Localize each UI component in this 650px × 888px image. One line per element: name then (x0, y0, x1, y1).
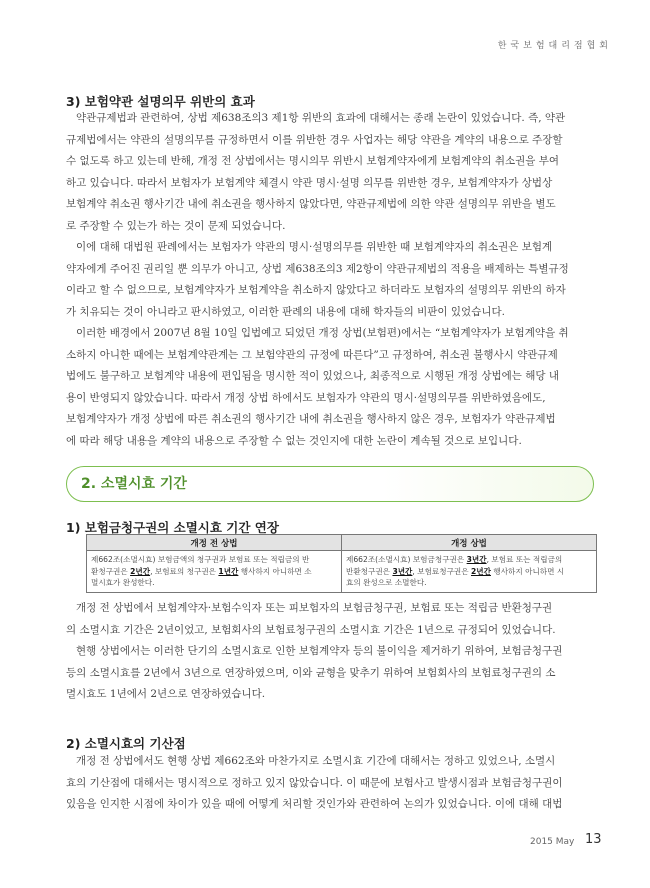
text-line: 현행 상법에서는 이러한 단기의 소멸시효로 인한 보험계약자 등의 불이익을 제거하기 위하여, 보험금청구권 (76, 645, 563, 657)
cell-line: 제662조(소멸시효) 보험금액의 청구권과 보험료 또는 적립금의 반 (91, 555, 310, 564)
text-line: 개정 전 상법에서 보험계약자·보험수익자 또는 피보험자의 보험금청구권, 보험료 또는 적립금 반환청구권 (76, 602, 553, 614)
text-line: 에 따라 해당 내용을 계약의 내용으로 주장할 수 없는 것인지에 대한 논란이 계속될 것으로 보입니다. (66, 434, 522, 447)
table-header-after: 개정 상법 (342, 535, 597, 551)
cell-text: 제662조(소멸시효) 보험금청구권은 (346, 555, 467, 564)
paragraph-disclosure-1 (66, 108, 596, 237)
text-line: 이라고 할 수 없으므로, 보험계약자가 보험계약을 취소하지 않았다고 하더라도 보험자의 설명의무 위반의 하자 (66, 284, 566, 296)
paragraph-claim-period-1 (66, 598, 596, 641)
section-heading-box (66, 466, 594, 502)
emphasized-term: 1년간 (218, 566, 239, 576)
paragraph-starting-point-1 (66, 751, 596, 816)
text-line: 법에도 불구하고 보험계약 내용에 편입됨을 명시한 적이 있었으나, 최종적으로 시행된 개정 상법에는 해당 내 (66, 370, 560, 382)
text-line: 이러한 배경에서 2007년 8월 10일 입법예고 되었던 개정 상법(보험편)에서는 “보험계약자가 보험계약을 취 (76, 327, 569, 339)
cell-line (91, 566, 337, 578)
emphasized-term: 2년간 (130, 566, 151, 576)
text-line: 이에 대해 대법원 판례에서는 보험자가 약관의 명시·설명의무를 위반한 때 보험계약자의 취소권은 보험계 (76, 241, 553, 253)
cell-line (346, 554, 592, 566)
text-line: 보험계약 취소권 행사기간 내에 취소권을 행사하지 않았다면, 약관규제법에 의한 약관 설명의무 위반을 별도 (66, 198, 556, 210)
text-line: 용이 반영되지 않았습니다. 따라서 개정 상법 하에서도 보험자가 약관의 명시·설명의무를 위반하였음에도, (66, 391, 546, 404)
table-row (87, 551, 597, 593)
text-line: 약자에게 주어진 권리일 뿐 의무가 아니고, 상법 제638조의3 제2항이 약관규제법의 적용을 배제하는 특별규정 (66, 262, 569, 275)
cell-line: 효의 완성으로 소멸한다. (346, 578, 427, 587)
text-line: 소하지 아니한 때에는 보험계약관계는 그 보험약관의 규정에 따른다”고 규정하여, 취소권 불행사시 약관규제 (66, 348, 558, 361)
text-line: 보험계약자가 개정 상법에 따른 취소권의 행사기간 내에 취소권을 행사하지 않은 경우, 보험자가 약관규제법 (66, 413, 556, 425)
cell-text: 행사하지 아니하면 소 (238, 566, 312, 576)
footer-date: 2015 May (530, 837, 575, 847)
text-line: 멸시효도 1년에서 2년으로 연장하였습니다. (66, 688, 266, 700)
comparison-table (86, 534, 597, 593)
table-cell-before (87, 551, 342, 593)
text-line: 약관규제법과 관련하여, 상법 제638조의3 제1항 위반의 효과에 대해서는 종래 논란이 있었습니다. 즉, 약관 (76, 112, 566, 124)
cell-text: , 보험료의 청구권은 (150, 566, 219, 576)
page-number: 13 (585, 832, 602, 847)
table-cell-after (342, 551, 597, 593)
section-title-limitation-period: 2. 소멸시효 기간 (81, 476, 187, 492)
emphasized-term: 3년간 (392, 566, 413, 576)
table-header-before: 개정 전 상법 (87, 535, 342, 551)
emphasized-term: 3년간 (466, 555, 487, 564)
text-line: 등의 소멸시효를 2년에서 3년으로 연장하였으며, 이와 균형을 맞추기 위하여 보험회사의 보험료청구권의 소 (66, 666, 556, 679)
paragraph-disclosure-2 (66, 237, 596, 323)
cell-text: 반환청구권은 (346, 566, 393, 576)
text-line: 개정 전 상법에서도 현행 상법 제662조와 마찬가지로 소멸시효 기간에 대해서는 정하고 있었으나, 소멸시 (76, 755, 556, 767)
cell-text: , 보험료청구권은 (412, 566, 471, 576)
cell-text: 행사하지 아니하면 시 (490, 566, 565, 576)
text-line: 수 없도록 하고 있는데 반해, 개정 전 상법에서는 명시의무 위반시 보험계약자에게 보험계약의 취소권을 부여 (66, 155, 560, 167)
paragraph-disclosure-3 (66, 323, 596, 452)
emphasized-term: 2년간 (471, 566, 491, 576)
subsection-title-starting-point: 2) 소멸시효의 기산점 (66, 736, 186, 751)
cell-line: 멸시효가 완성한다. (91, 578, 155, 587)
text-line: 가 치유되는 것이 아니라고 판시하였고, 이러한 판례의 내용에 대해 학자들의 비판이 있었습니다. (66, 305, 505, 318)
paragraph-claim-period-2 (66, 641, 596, 706)
text-line: 하고 있습니다. 따라서 보험자가 보험계약 체결시 약관 명시·설명 의무를 위반한 경우, 보험계약자가 상법상 (66, 176, 553, 189)
text-line: 의 소멸시효 기간은 2년이었고, 보험회사의 보험료청구권의 소멸시효 기간은 1년으로 규정되어 있었습니다. (66, 623, 556, 636)
cell-text: 환청구권은 (91, 566, 131, 576)
text-line: 규제법에서는 약관의 설명의무를 규정하면서 이를 위반한 경우 사업자는 해당 약관을 계약의 내용으로 주장할 (66, 133, 563, 146)
subsection-title-claim-period: 1) 보험금청구권의 소멸시효 기간 연장 (66, 520, 279, 535)
subsection-title-disclosure-effect: 3) 보험약관 설명의무 위반의 효과 (66, 94, 255, 109)
text-line: 효의 기산점에 대해서는 명시적으로 정하고 있지 않았습니다. 이 때문에 보험사고 발생시점과 보험금청구권이 (66, 776, 563, 789)
cell-text: , 보험료 또는 적립금의 (486, 555, 563, 564)
text-line: 로 주장할 수 있는가 하는 것이 문제 되었습니다. (66, 219, 286, 232)
text-line: 있음을 인지한 시점에 차이가 있을 때에 어떻게 처리할 것인가와 관련하여 논의가 있었습니다. 이에 대해 대법 (66, 798, 563, 810)
cell-line (346, 566, 592, 578)
header-organization-name: 한국보험대리점협회 (497, 41, 612, 51)
